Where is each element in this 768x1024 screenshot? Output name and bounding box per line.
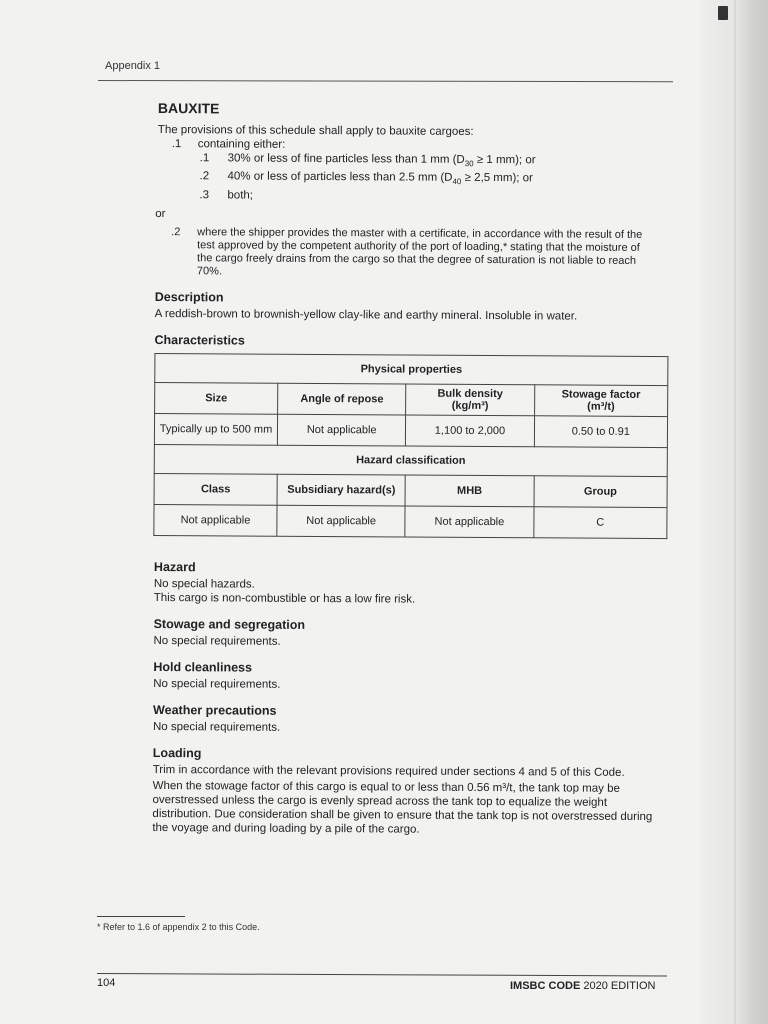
sub-item-2 — [199, 170, 672, 191]
list-text: where the shipper provides the master with a certificate, in accordance with the result of the test approved by the competent authority of the port of loading,* stating that the moisture of the cargo freely drains from the cargo so that the degree of saturation is not liable to reach 70%. — [196, 225, 643, 277]
characteristics-table — [153, 353, 668, 539]
page-edge-shadow — [700, 0, 768, 1024]
list-item-2 — [157, 226, 672, 281]
group-header: Group — [534, 475, 668, 507]
weather-heading: Weather precautions — [153, 702, 277, 718]
mhb-header: MHB — [405, 475, 533, 507]
header-rule — [98, 80, 673, 82]
hazard-heading: Hazard — [153, 560, 196, 575]
loading-paragraph-1: Trim in accordance with the relevant provisions required under sections 4 and 5 of this Code. — [152, 763, 625, 779]
class-header: Class — [154, 473, 277, 505]
mhb-value: Not applicable — [405, 506, 533, 538]
hold-cleanliness-text: No special requirements. — [153, 677, 281, 691]
stowage-value: 0.50 to 0.91 — [534, 415, 668, 447]
subsidiary-header: Subsidiary hazard(s) — [277, 474, 405, 506]
hazard-line-1: No special hazards. — [153, 577, 255, 591]
footer-rule — [97, 973, 667, 976]
angle-header: Angle of repose — [278, 383, 406, 415]
sub-number: .1 — [199, 152, 210, 165]
size-header: Size — [155, 382, 278, 414]
lower-sections — [152, 560, 674, 838]
class-value: Not applicable — [154, 504, 277, 536]
sub-text: 30% or less of fine particles less than 1 mm ($D_{30} \ge 1$ mm); or — [227, 152, 536, 169]
footnote: * Refer to 1.6 of appendix 2 to this Code. — [97, 922, 260, 932]
hazard-classification-title: Hazard classification — [154, 444, 667, 476]
size-value: Typically up to 500 mm — [154, 413, 277, 445]
sub-number: .3 — [199, 188, 210, 201]
description-heading: Description — [154, 289, 224, 304]
main-content — [155, 100, 673, 539]
sub-item-3 — [199, 188, 672, 205]
weather-text: No special requirements. — [152, 720, 281, 734]
page-number: 104 — [97, 977, 116, 989]
running-head: Appendix 1 — [105, 60, 161, 72]
stowage-text: No special requirements. — [153, 634, 281, 648]
sub-number: .2 — [199, 170, 210, 183]
density-value: 1,100 to 2,000 — [406, 415, 534, 447]
schedule-intro: The provisions of this schedule shall apply to bauxite cargoes: — [157, 123, 474, 138]
sub-text: both; — [227, 189, 254, 202]
density-header: Bulk density (kg/m³) — [406, 384, 534, 416]
subsidiary-value: Not applicable — [277, 505, 405, 537]
footnote-rule — [97, 916, 185, 917]
stowage-heading: Stowage and segregation — [153, 616, 306, 632]
group-value: C — [533, 506, 667, 538]
list-number: .2 — [171, 225, 181, 238]
characteristics-heading: Characteristics — [154, 332, 245, 348]
description-text: A reddish-brown to brownish-yellow clay-like and earthy mineral. Insoluble in water. — [154, 307, 578, 323]
sub-text: 40% or less of particles less than 2.5 mm ($D_{40} \ge 2,5$ mm); or — [227, 170, 533, 187]
hold-cleanliness-heading: Hold cleanliness — [153, 659, 253, 675]
edition-label: IMSBC CODE 2020 EDITION — [510, 980, 656, 992]
angle-value: Not applicable — [278, 414, 406, 446]
loading-paragraph-2: When the stowage factor of this cargo is equal to or less than 0.56 m³/t, the tank top may be overstressed unless the cargo is evenly spread across the tank top to equalize the weight distribution. Due consideration shall be given to ensure that the tank top is not overstressed during the voyage and during loading by a pile of the cargo. — [152, 779, 653, 836]
list-text: containing either: — [197, 138, 286, 151]
hazard-line-2: This cargo is non-combustible or has a low fire risk. — [153, 591, 416, 606]
loading-heading: Loading — [152, 745, 202, 761]
binder-clip-mark — [718, 6, 728, 20]
stowage-header: Stowage factor (m³/t) — [534, 384, 668, 416]
physical-properties-title: Physical properties — [155, 353, 668, 385]
list-number: .1 — [171, 138, 182, 151]
or-connector: or — [155, 207, 166, 220]
schedule-title: BAUXITE — [157, 100, 220, 117]
